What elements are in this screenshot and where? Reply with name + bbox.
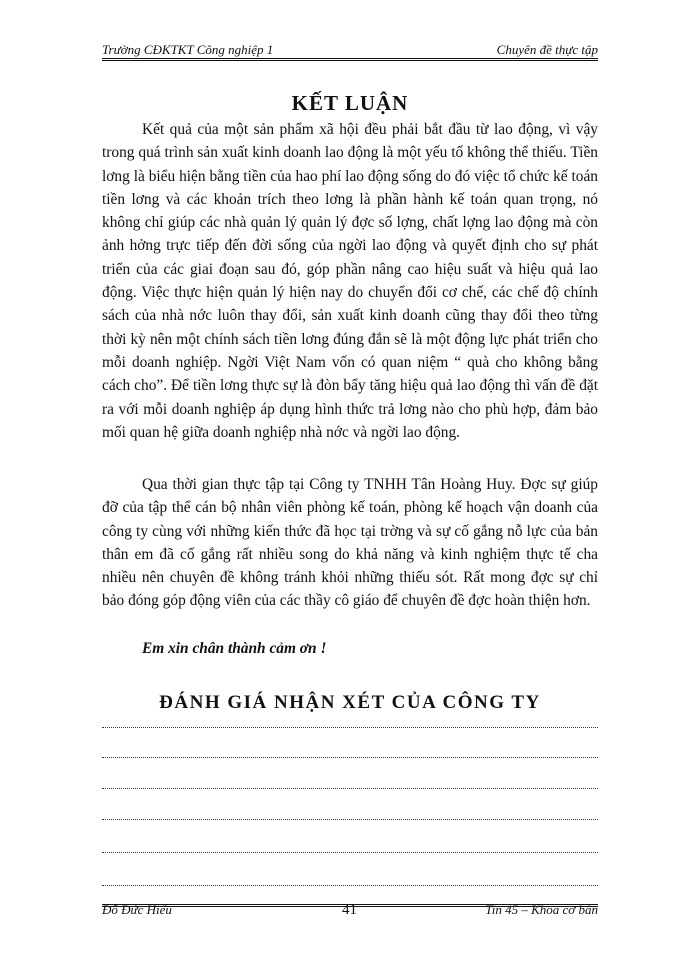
footer-author: Đỗ Đức Hiếu	[102, 902, 172, 917]
evaluation-dotted-line	[102, 757, 598, 758]
page-number: 41	[342, 902, 357, 918]
evaluation-dotted-line	[102, 788, 598, 789]
header-rule	[102, 58, 598, 61]
conclusion-paragraph-1	[102, 118, 598, 444]
paragraph-text: Kết quả của một sản phẩm xã hội đều phải bắt đầu từ lao động, vì vậy trong quá trình sản xuất kinh doanh lao động là một yếu tố không thể thiếu. Tiền lơng là biểu hiện bằng tiền của hao phí lao động sống do đó việc tổ chức kế toán tiền lơng và các khoản trích theo lơng là phần hành kế toán quan trọng, nó không chỉ giúp các nhà quản lý quản lý đợc số lợng, chất lợng lao động mà còn ảnh hởng trực tiếp đến đời sống của ngời lao động và quyết định cho sự phát triển của các giai đoạn sau đó, góp phần nâng cao hiệu suất và hiệu quả lao động. Việc thực hiện quản lý hiện nay do chuyển đổi cơ chế, các chế độ chính sách của nhà nớc luôn thay đổi, sản xuất kinh doanh cũng thay đổi theo từng thời kỳ nên một chính sách tiền lơng đúng đắn sẽ là một động lực phát triển cho mỗi doanh nghiệp. Ngời Việt Nam vốn có quan niệm “ quà cho không bằng cách cho”. Để tiền lơng thực sự là đòn bẩy tăng hiệu quả lao động thì vấn đề đặt ra với mỗi doanh nghiệp áp dụng hình thức trả lơng nào cho phù hợp, đảm bảo mối quan hệ giữa doanh nghiệp nhà nớc và ngời lao động.	[102, 121, 598, 441]
evaluation-dotted-line	[102, 852, 598, 853]
thanks-line: Em xin chân thành cảm ơn !	[142, 640, 327, 657]
header-school: Trường CĐKTKT Công nghiệp 1	[102, 42, 274, 57]
evaluation-dotted-line	[102, 885, 598, 886]
evaluation-title: ĐÁNH GIÁ NHẬN XÉT CỦA CÔNG TY	[159, 692, 541, 713]
conclusion-title: KẾT LUẬN	[291, 91, 409, 115]
evaluation-dotted-line	[102, 819, 598, 820]
header-report-type: Chuyên đề thực tập	[496, 42, 598, 57]
evaluation-dotted-line	[102, 727, 598, 728]
footer-class: Tin 45 – Khoa cơ bản	[485, 902, 598, 917]
page-footer	[102, 902, 598, 922]
paragraph-text: Qua thời gian thực tập tại Công ty TNHH Tân Hoàng Huy. Đợc sự giúp đỡ của tập thể cán bộ nhân viên phòng kế toán, phòng kế hoạch vận doanh của công ty cùng với những kiến thức đã học tại trờng và sự cố gắng nỗ lực của bản thân em đã cố gắng rất nhiều song do khả năng và kinh nghiệm thực tế cha nhiều nên chuyên đề không tránh khỏi những thiếu sót. Rất mong đợc sự chỉ bảo đóng góp động viên của các thầy cô giáo để chuyên đề đợc hoàn thiện hơn.	[102, 476, 598, 610]
conclusion-paragraph-2	[102, 473, 598, 613]
